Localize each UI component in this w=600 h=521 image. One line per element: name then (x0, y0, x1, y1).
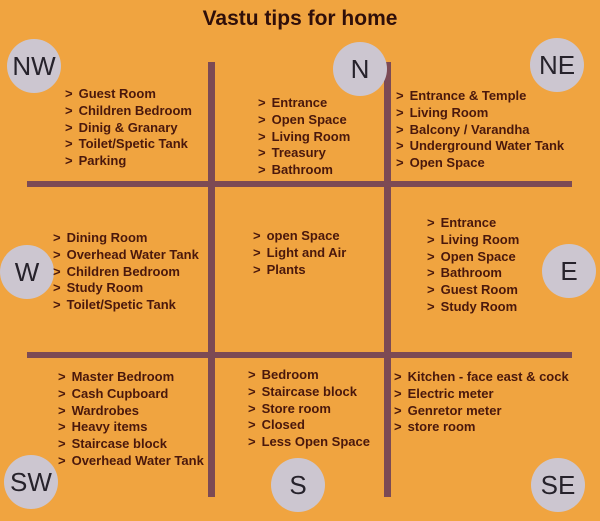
bullet: > (65, 86, 73, 101)
list-item-label: Living Room (271, 128, 351, 144)
bullet: > (396, 138, 404, 154)
list-item (248, 434, 370, 451)
list-item (53, 297, 199, 314)
list-item (53, 264, 199, 281)
list-item-label: Toilet/Spetic Tank (66, 297, 176, 313)
list-item (65, 103, 192, 120)
bullet: > (248, 383, 256, 399)
list-item (427, 215, 519, 232)
list-item-label: Staircase block (71, 436, 167, 452)
list-item (58, 369, 204, 386)
list-item (258, 129, 350, 146)
list-item-label: Entrance (271, 95, 328, 110)
list-item-label: Plants (266, 261, 306, 277)
list-item (253, 228, 346, 245)
bullet: > (248, 400, 256, 416)
bullet: > (258, 111, 266, 127)
list-item-label: Light and Air (266, 244, 347, 260)
list-item (58, 386, 204, 403)
direction-badge-ne: NE (530, 38, 584, 92)
list-item-label: Guest Room (440, 282, 518, 298)
list-item-label: Less Open Space (261, 434, 370, 450)
list-item (427, 299, 519, 316)
list-item (58, 419, 204, 436)
bullet: > (394, 419, 402, 435)
list-item (394, 419, 569, 436)
list-item-label: Living Room (440, 231, 520, 247)
list-item-label: Heavy items (71, 419, 148, 435)
list-item (248, 367, 370, 384)
list-item (394, 386, 569, 403)
list-item-label: open Space (266, 228, 340, 243)
bullet: > (253, 228, 261, 243)
bullet: > (258, 128, 266, 144)
bullet: > (53, 280, 61, 296)
list-e (427, 215, 519, 316)
list-item-label: Open Space (271, 111, 347, 127)
list-item (65, 86, 192, 103)
list-item-label: Bathroom (440, 265, 502, 281)
bullet: > (65, 102, 73, 118)
list-item (427, 249, 519, 266)
list-item-label: Study Room (66, 280, 144, 296)
bullet: > (53, 246, 61, 262)
list-item (394, 403, 569, 420)
bullet: > (65, 119, 73, 135)
grid-line-horizontal-bottom (27, 352, 572, 358)
bullet: > (258, 145, 266, 161)
list-item (396, 155, 564, 172)
bullet: > (394, 385, 402, 401)
list-center (253, 228, 346, 278)
list-item-label: Children Bedroom (78, 102, 192, 118)
list-item (258, 112, 350, 129)
bullet: > (248, 417, 256, 433)
list-item (258, 162, 350, 179)
list-item-label: Genretor meter (407, 402, 502, 418)
bullet: > (65, 136, 73, 152)
bullet: > (253, 244, 261, 260)
bullet: > (427, 248, 435, 264)
list-item-label: Toilet/Spetic Tank (78, 136, 188, 152)
direction-badge-s: S (271, 458, 325, 512)
list-sw (58, 369, 204, 470)
list-item (396, 122, 564, 139)
list-item (58, 436, 204, 453)
bullet: > (427, 265, 435, 281)
bullet: > (53, 230, 61, 245)
list-item (427, 282, 519, 299)
list-item-label: Electric meter (407, 385, 494, 401)
bullet: > (53, 263, 61, 279)
list-item (248, 401, 370, 418)
bullet: > (253, 261, 261, 277)
bullet: > (258, 95, 266, 110)
list-item-label: Staircase block (261, 383, 357, 399)
bullet: > (248, 434, 256, 450)
direction-badge-n: N (333, 42, 387, 96)
list-item-label: Guest Room (78, 86, 156, 101)
bullet: > (65, 153, 73, 169)
list-item-label: Living Room (409, 104, 489, 120)
page-title: Vastu tips for home (202, 7, 398, 30)
direction-badge-w: W (0, 245, 54, 299)
list-item-label: Overhead Water Tank (71, 452, 204, 468)
list-item (58, 403, 204, 420)
list-item-label: Treasury (271, 145, 326, 161)
list-item-label: Dining Room (66, 230, 148, 245)
grid-line-horizontal-top (27, 181, 572, 187)
direction-badge-nw: NW (7, 39, 61, 93)
list-item (65, 136, 192, 153)
list-item (258, 95, 350, 112)
list-item-label: Wardrobes (71, 402, 140, 418)
list-item-label: Closed (261, 417, 305, 433)
list-item (65, 120, 192, 137)
list-n (258, 95, 350, 179)
list-item-label: Parking (78, 153, 127, 169)
list-item (427, 232, 519, 249)
list-s (248, 367, 370, 451)
bullet: > (53, 297, 61, 313)
list-item (396, 138, 564, 155)
list-item-label: Dinig & Granary (78, 119, 178, 135)
list-item-label: Entrance (440, 215, 497, 230)
bullet: > (427, 231, 435, 247)
list-item-label: Store room (261, 400, 331, 416)
list-item-label: Cash Cupboard (71, 385, 169, 401)
list-item-label: Overhead Water Tank (66, 246, 199, 262)
list-item-label: Study Room (440, 298, 518, 314)
list-item (248, 417, 370, 434)
list-item (253, 262, 346, 279)
list-item (53, 247, 199, 264)
bullet: > (58, 436, 66, 452)
list-item-label: Children Bedroom (66, 263, 180, 279)
bullet: > (427, 215, 435, 230)
bullet: > (396, 121, 404, 137)
list-item (248, 384, 370, 401)
grid-line-vertical-right (384, 62, 391, 497)
list-item (253, 245, 346, 262)
list-se (394, 369, 569, 436)
bullet: > (396, 104, 404, 120)
list-item-label: Entrance & Temple (409, 88, 527, 103)
list-w (53, 230, 199, 314)
list-item-label: Underground Water Tank (409, 138, 565, 154)
list-item (258, 145, 350, 162)
list-item-label: Master Bedroom (71, 369, 175, 384)
direction-badge-sw: SW (4, 455, 58, 509)
bullet: > (427, 282, 435, 298)
list-item (427, 265, 519, 282)
list-item (396, 105, 564, 122)
list-item (394, 369, 569, 386)
bullet: > (394, 402, 402, 418)
list-item (53, 280, 199, 297)
bullet: > (258, 162, 266, 178)
bullet: > (58, 385, 66, 401)
bullet: > (58, 369, 66, 384)
list-item-label: Bathroom (271, 162, 333, 178)
list-item-label: Balcony / Varandha (409, 121, 530, 137)
bullet: > (394, 369, 402, 384)
direction-badge-se: SE (531, 458, 585, 512)
bullet: > (427, 298, 435, 314)
list-item-label: Bedroom (261, 367, 319, 382)
list-item-label: store room (407, 419, 476, 435)
list-nw (65, 86, 192, 170)
direction-badge-e: E (542, 244, 596, 298)
bullet: > (58, 419, 66, 435)
list-item-label: Kitchen - face east & cock (407, 369, 569, 384)
bullet: > (396, 155, 404, 171)
list-item (58, 453, 204, 470)
bullet: > (396, 88, 404, 103)
list-item-label: Open Space (440, 248, 516, 264)
bullet: > (58, 402, 66, 418)
list-item (65, 153, 192, 170)
list-item (396, 88, 564, 105)
bullet: > (248, 367, 256, 382)
bullet: > (58, 452, 66, 468)
list-item-label: Open Space (409, 155, 485, 171)
list-item (53, 230, 199, 247)
grid-line-vertical-left (208, 62, 215, 497)
list-ne (396, 88, 564, 172)
